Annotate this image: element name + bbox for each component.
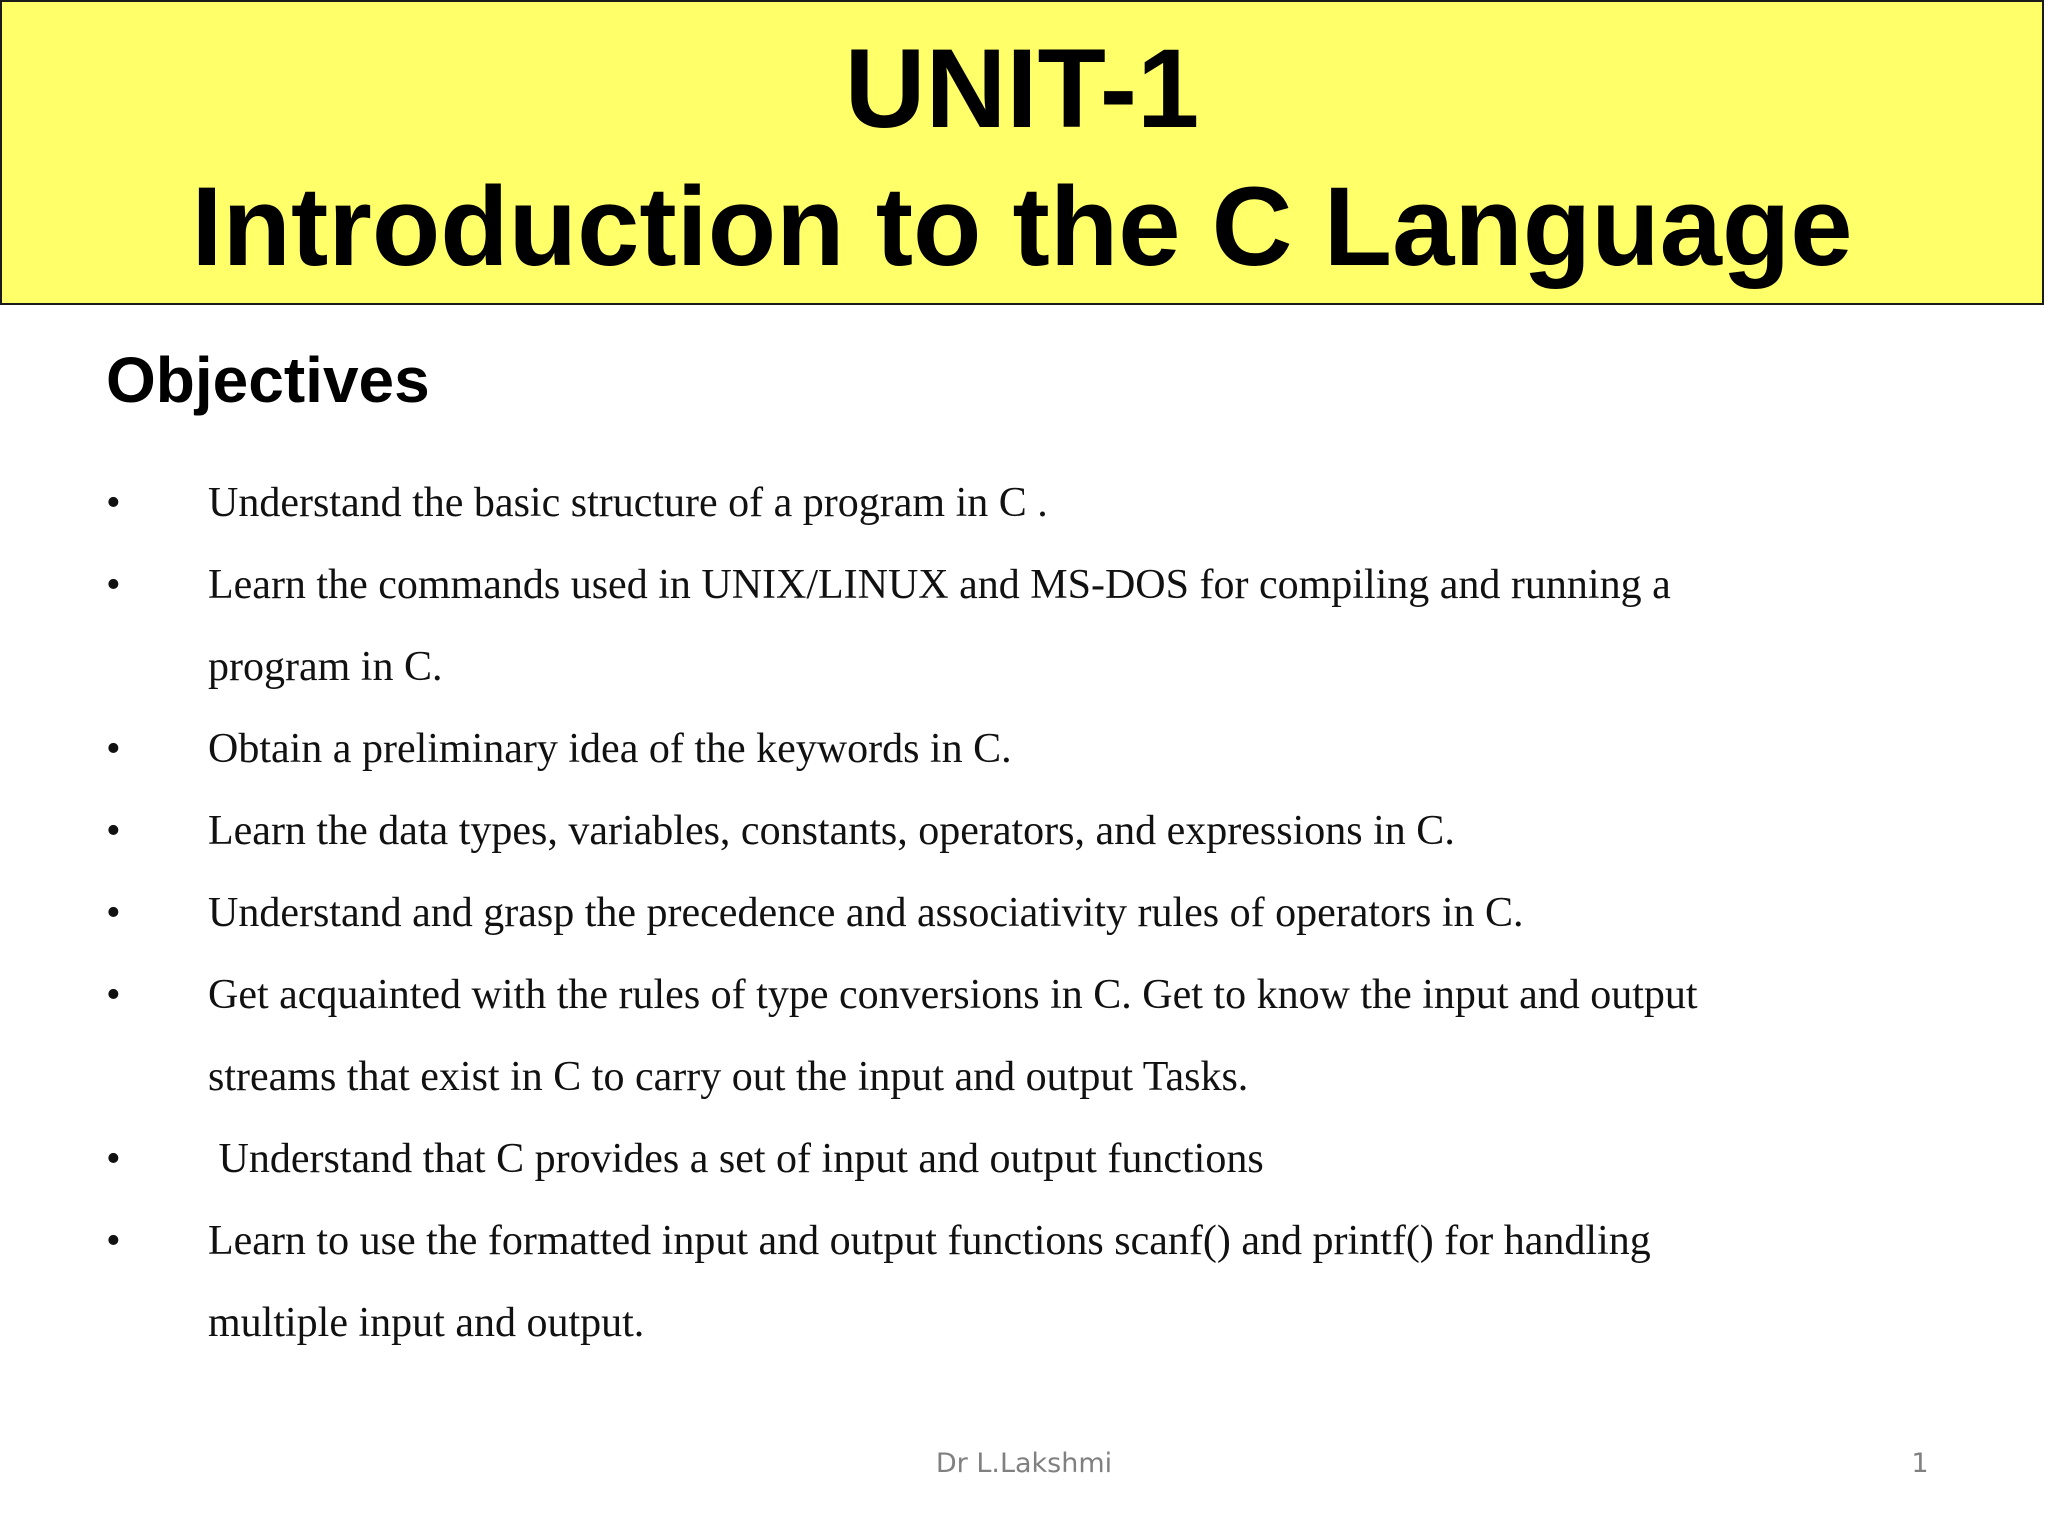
list-item-text: Understand and grasp the precedence and associativity rules of operators in C. bbox=[208, 890, 1524, 936]
list-item-text-continued: program in C. bbox=[208, 644, 443, 690]
list-item bbox=[106, 790, 1906, 872]
list-item-text-continued: streams that exist in C to carry out the input and output Tasks. bbox=[208, 1054, 1249, 1100]
list-item-text: Get acquainted with the rules of type conversions in C. Get to know the input and output bbox=[208, 972, 1698, 1018]
list-item bbox=[106, 954, 1906, 1118]
title-banner bbox=[0, 0, 2044, 305]
list-item-text: Learn the commands used in UNIX/LINUX and MS-DOS for compiling and running a bbox=[208, 562, 1671, 608]
bullet-icon: • bbox=[106, 562, 121, 608]
bullet-icon: • bbox=[106, 972, 121, 1018]
bullet-icon: • bbox=[106, 1218, 121, 1264]
bullet-icon: • bbox=[106, 808, 121, 854]
bullet-icon: • bbox=[106, 1136, 121, 1182]
list-item-text: Learn the data types, variables, constants, operators, and expressions in C. bbox=[208, 808, 1455, 854]
list-item-text: Understand the basic structure of a program in C . bbox=[208, 480, 1048, 526]
list-item-text: Learn to use the formatted input and output functions scanf() and printf() for handling bbox=[208, 1218, 1651, 1264]
list-item bbox=[106, 708, 1906, 790]
list-item bbox=[106, 1118, 1906, 1200]
bullet-icon: • bbox=[106, 890, 121, 936]
list-item-text: Obtain a preliminary idea of the keywords in C. bbox=[208, 726, 1012, 772]
bullet-icon: • bbox=[106, 480, 121, 526]
objectives-heading: Objectives bbox=[106, 344, 430, 416]
slide-page-number: 1 bbox=[1911, 1448, 1929, 1479]
slide-title-topic: Introduction to the C Language bbox=[191, 164, 1853, 289]
list-item-text-continued: multiple input and output. bbox=[208, 1300, 645, 1346]
slide-title-unit: UNIT-1 bbox=[844, 26, 1200, 151]
list-item bbox=[106, 544, 1906, 708]
bullet-icon: • bbox=[106, 726, 121, 772]
list-item-text: Understand that C provides a set of input and output functions bbox=[208, 1136, 1264, 1182]
footer-author: Dr L.Lakshmi bbox=[935, 1448, 1113, 1479]
objectives-list bbox=[106, 462, 1906, 1364]
list-item bbox=[106, 1200, 1906, 1364]
list-item bbox=[106, 872, 1906, 954]
list-item bbox=[106, 462, 1906, 544]
